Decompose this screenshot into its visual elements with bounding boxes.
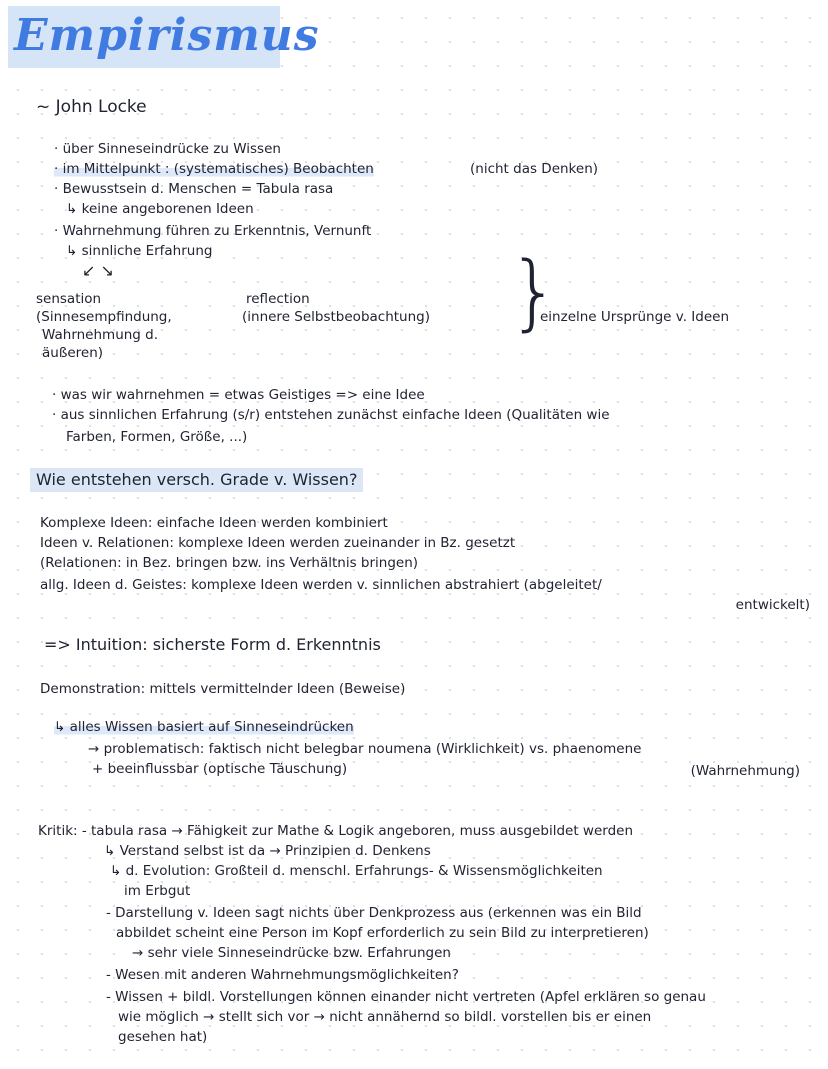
branch-arrows: ↙ ↘ bbox=[82, 261, 114, 280]
grades-line-1: Komplexe Ideen: einfache Ideen werden kombiniert bbox=[40, 515, 388, 531]
sensation-label: sensation bbox=[36, 291, 102, 307]
criticism-line-10: wie möglich → stellt sich vor → nicht annähernd so bildl. vorstellen bis er einen bbox=[118, 1009, 652, 1025]
ideas-line-3: Farben, Formen, Größe, ...) bbox=[66, 429, 248, 445]
senses-line-1: ↳ alles Wissen basiert auf Sinneseindrücken bbox=[54, 719, 354, 735]
criticism-line-2: ↳ Verstand selbst ist da → Prinzipien d. Denkens bbox=[104, 843, 431, 859]
intro-line-4: ↳ keine angeborenen Ideen bbox=[66, 201, 254, 217]
criticism-line-5: - Darstellung v. Ideen sagt nichts über Denkprozess aus (erkennen was ein Bild bbox=[106, 905, 642, 921]
intuition-line: => Intuition: sicherste Form d. Erkenntnis bbox=[44, 635, 381, 654]
criticism-line-4: im Erbgut bbox=[124, 883, 191, 899]
senses-line-4: (Wahrnehmung) bbox=[690, 763, 800, 779]
demonstration-line: Demonstration: mittels vermittelnder Ideen (Beweise) bbox=[40, 681, 406, 697]
intro-line-1: · über Sinneseindrücke zu Wissen bbox=[54, 141, 281, 157]
criticism-line-6: abbildet scheint eine Person im Kopf erforderlich zu sein Bild zu interpretieren) bbox=[116, 925, 649, 941]
intro-line-2: · im Mittelpunkt : (systematisches) Beobachten bbox=[54, 161, 374, 177]
senses-line-2: → problematisch: faktisch nicht belegbar noumena (Wirklichkeit) vs. phaenomene bbox=[88, 741, 642, 757]
grades-line-3: (Relationen: in Bez. bringen bzw. ins Verhältnis bringen) bbox=[40, 555, 419, 571]
curly-brace: } bbox=[508, 245, 561, 340]
question-heading: Wie entstehen versch. Grade v. Wissen? bbox=[30, 468, 363, 492]
sensation-line-3: Wahrnehmung d. bbox=[42, 327, 159, 343]
sensation-line-2: (Sinnesempfindung, bbox=[36, 309, 172, 325]
ideas-line-1: · was wir wahrnehmen = etwas Geistiges => eine Idee bbox=[52, 387, 425, 403]
intro-line-5: · Wahrnehmung führen zu Erkenntnis, Vernunft bbox=[54, 223, 372, 239]
grades-line-4: allg. Ideen d. Geistes: komplexe Ideen werden v. sinnlichen abstrahiert (abgeleitet/ bbox=[40, 577, 602, 593]
author-line: ~ John Locke bbox=[36, 97, 147, 117]
criticism-line-7: → sehr viele Sinneseindrücke bzw. Erfahrungen bbox=[132, 945, 451, 961]
origins-line: einzelne Ursprünge v. Ideen bbox=[540, 309, 730, 325]
reflection-line-2: (innere Selbstbeobachtung) bbox=[242, 309, 431, 325]
criticism-line-3: ↳ d. Evolution: Großteil d. menschl. Erfahrungs- & Wissensmöglichkeiten bbox=[110, 863, 603, 879]
reflection-label: reflection bbox=[246, 291, 310, 307]
intro-line-6: ↳ sinnliche Erfahrung bbox=[66, 243, 213, 259]
page-title: Empirismus bbox=[14, 10, 320, 61]
grades-line-2: Ideen v. Relationen: komplexe Ideen werden zueinander in Bz. gesetzt bbox=[40, 535, 516, 551]
criticism-line-9: - Wissen + bildl. Vorstellungen können einander nicht vertreten (Apfel erklären so genau bbox=[106, 989, 706, 1005]
criticism-line-1: Kritik: - tabula rasa → Fähigkeit zur Mathe & Logik angeboren, muss ausgebildet werden bbox=[38, 823, 633, 839]
sensation-line-4: äußeren) bbox=[42, 345, 104, 361]
criticism-line-11: gesehen hat) bbox=[118, 1029, 208, 1045]
intro-line-3: · Bewusstsein d. Menschen = Tabula rasa bbox=[54, 181, 334, 197]
intro-aside: (nicht das Denken) bbox=[470, 161, 599, 177]
criticism-line-8: - Wesen mit anderen Wahrnehmungsmöglichkeiten? bbox=[106, 967, 459, 983]
senses-line-3: + beeinflussbar (optische Täuschung) bbox=[92, 761, 348, 777]
grades-line-5: entwickelt) bbox=[735, 597, 810, 613]
ideas-line-2: · aus sinnlichen Erfahrung (s/r) entstehen zunächst einfache Ideen (Qualitäten wie bbox=[52, 407, 610, 423]
